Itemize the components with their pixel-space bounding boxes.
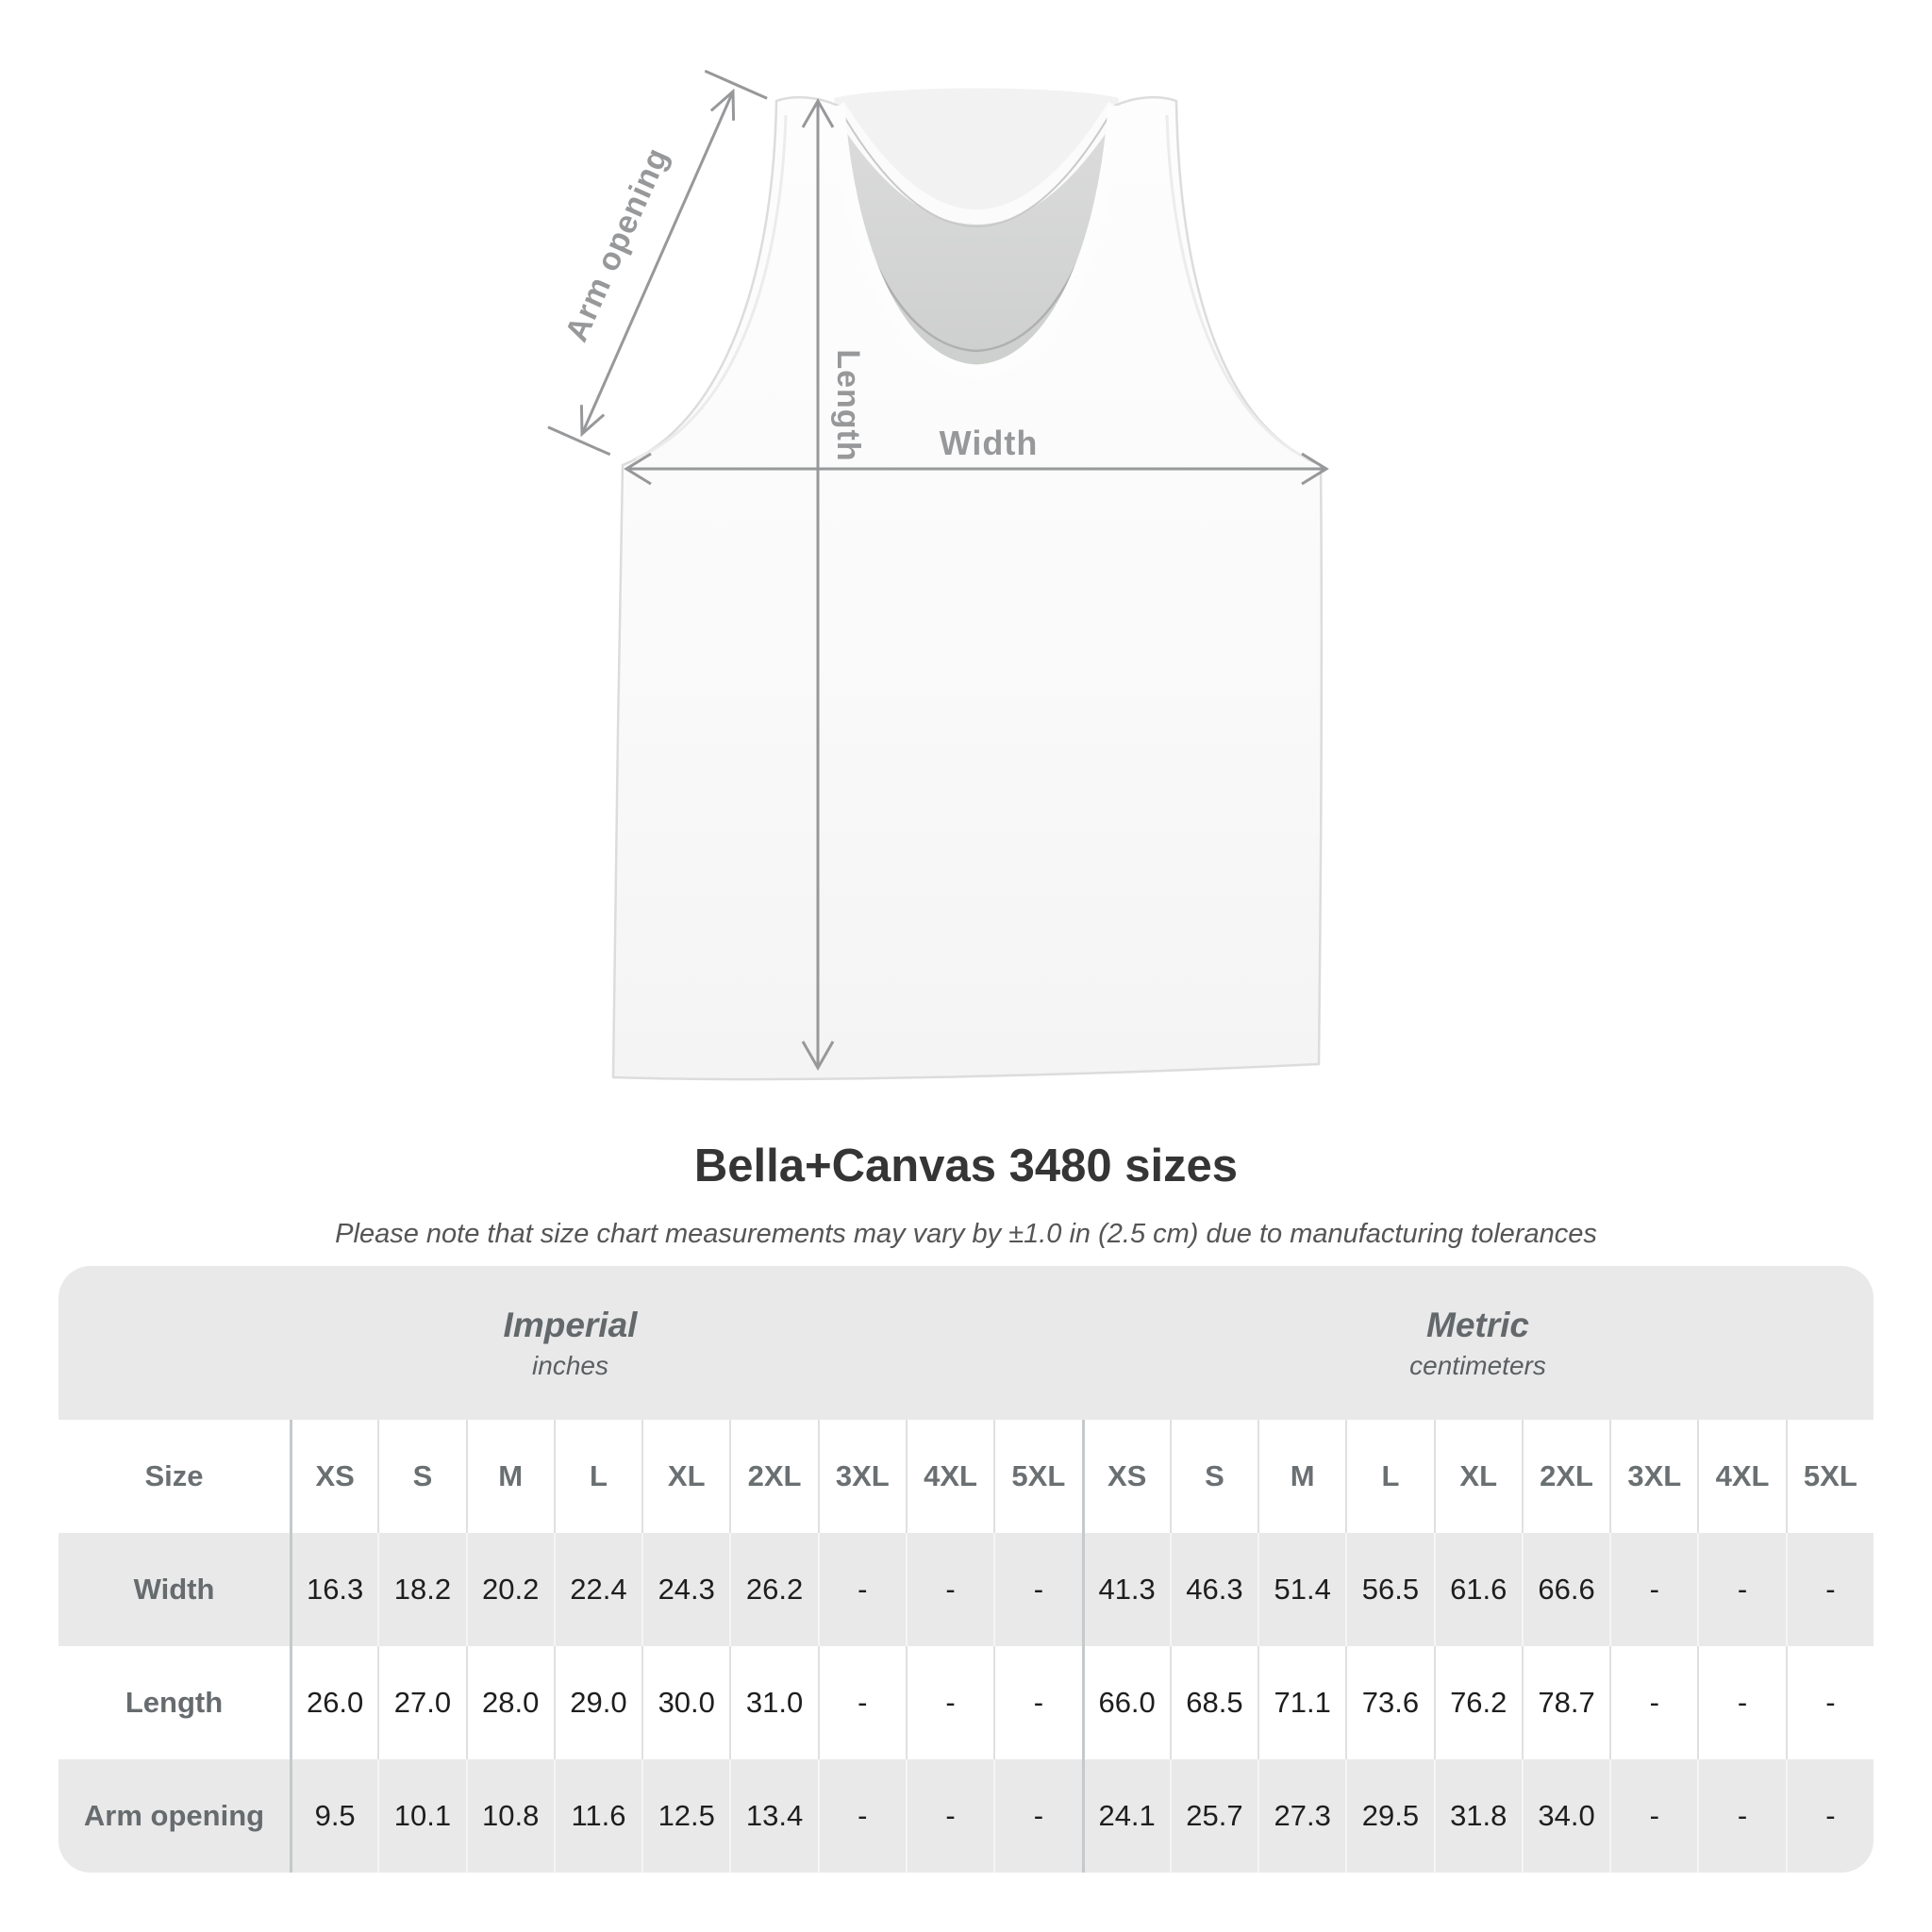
size-col-header: 2XL [1522, 1420, 1609, 1533]
value-cell: - [818, 1533, 906, 1646]
size-col-header: M [1257, 1420, 1345, 1533]
value-cell: - [993, 1533, 1081, 1646]
value-cell: 10.8 [466, 1759, 554, 1873]
size-col-header: 5XL [1786, 1420, 1874, 1533]
value-cell: 28.0 [466, 1646, 554, 1759]
value-cell: 27.0 [377, 1646, 465, 1759]
value-cell: 10.1 [377, 1759, 465, 1873]
metric-group-name: Metric [1426, 1305, 1529, 1344]
size-col-header: M [466, 1420, 554, 1533]
value-cell: 73.6 [1345, 1646, 1433, 1759]
size-tolerance-note: Please note that size chart measurements may vary by ±1.0 in (2.5 cm) due to manufacturing tolerances [335, 1219, 1597, 1249]
value-cell: - [993, 1759, 1081, 1873]
size-col-header: 3XL [818, 1420, 906, 1533]
arm-opening-label: Arm opening [558, 142, 676, 347]
value-cell: 51.4 [1257, 1533, 1345, 1646]
value-cell: 66.0 [1082, 1646, 1170, 1759]
table-row-width [58, 1533, 1874, 1646]
value-cell: - [1609, 1533, 1697, 1646]
value-cell: 31.8 [1434, 1759, 1522, 1873]
value-cell: - [993, 1646, 1081, 1759]
value-cell: 25.7 [1170, 1759, 1257, 1873]
value-cell: 26.2 [729, 1533, 817, 1646]
value-cell: 56.5 [1345, 1533, 1433, 1646]
value-cell: 26.0 [290, 1646, 377, 1759]
imperial-group-header [58, 1266, 1082, 1420]
imperial-group-name: Imperial [503, 1305, 638, 1344]
table-row-arm-opening [58, 1759, 1874, 1873]
value-cell: 29.5 [1345, 1759, 1433, 1873]
size-col-header: XS [290, 1420, 377, 1533]
size-col-header: 2XL [729, 1420, 817, 1533]
size-table [58, 1266, 1874, 1873]
value-cell: 76.2 [1434, 1646, 1522, 1759]
value-cell: 24.3 [641, 1533, 729, 1646]
size-col-header: S [1170, 1420, 1257, 1533]
value-cell: - [906, 1646, 993, 1759]
width-label: Width [939, 424, 1039, 462]
value-cell: 78.7 [1522, 1646, 1609, 1759]
value-cell: - [818, 1759, 906, 1873]
value-cell: - [1786, 1759, 1874, 1873]
value-cell: 68.5 [1170, 1646, 1257, 1759]
metric-group-header [1082, 1266, 1874, 1420]
value-cell: 13.4 [729, 1759, 817, 1873]
value-cell: 61.6 [1434, 1533, 1522, 1646]
unit-group-band [58, 1266, 1874, 1420]
value-cell: 30.0 [641, 1646, 729, 1759]
row-label: Arm opening [83, 1799, 265, 1832]
value-cell: - [1697, 1533, 1785, 1646]
value-cell: 11.6 [554, 1759, 641, 1873]
value-cell: 34.0 [1522, 1759, 1609, 1873]
value-cell: - [1786, 1646, 1874, 1759]
page-title: Bella+Canvas 3480 sizes [693, 1141, 1239, 1191]
size-col-header: XL [641, 1420, 729, 1533]
value-cell: 22.4 [554, 1533, 641, 1646]
size-col-header: 4XL [1697, 1420, 1785, 1533]
value-cell: 66.6 [1522, 1533, 1609, 1646]
value-cell: 16.3 [290, 1533, 377, 1646]
value-cell: - [1609, 1646, 1697, 1759]
value-cell: 71.1 [1257, 1646, 1345, 1759]
size-corner-header: Size [144, 1459, 204, 1492]
value-cell: - [906, 1759, 993, 1873]
size-col-header: L [554, 1420, 641, 1533]
size-col-header: 4XL [906, 1420, 993, 1533]
size-col-header: XL [1434, 1420, 1522, 1533]
size-col-header: XS [1082, 1420, 1170, 1533]
value-cell: - [818, 1646, 906, 1759]
length-label: Length [830, 349, 867, 462]
size-col-header: 5XL [993, 1420, 1081, 1533]
value-cell: 18.2 [377, 1533, 465, 1646]
value-cell: - [1697, 1759, 1785, 1873]
value-cell: 46.3 [1170, 1533, 1257, 1646]
value-cell: - [906, 1533, 993, 1646]
value-cell: 24.1 [1082, 1759, 1170, 1873]
value-cell: 29.0 [554, 1646, 641, 1759]
imperial-group-unit: inches [532, 1350, 608, 1380]
value-cell: 9.5 [290, 1759, 377, 1873]
metric-group-unit: centimeters [1409, 1350, 1546, 1380]
value-cell: 12.5 [641, 1759, 729, 1873]
value-cell: - [1786, 1533, 1874, 1646]
value-cell: 20.2 [466, 1533, 554, 1646]
value-cell: - [1609, 1759, 1697, 1873]
value-cell: 31.0 [729, 1646, 817, 1759]
row-label: Width [133, 1573, 215, 1606]
value-cell: - [1697, 1646, 1785, 1759]
row-label: Length [125, 1686, 224, 1719]
size-col-header: L [1345, 1420, 1433, 1533]
table-row-length [58, 1646, 1874, 1759]
size-col-header: S [377, 1420, 465, 1533]
size-header-row [58, 1420, 1874, 1533]
value-cell: 41.3 [1082, 1533, 1170, 1646]
value-cell: 27.3 [1257, 1759, 1345, 1873]
size-col-header: 3XL [1609, 1420, 1697, 1533]
